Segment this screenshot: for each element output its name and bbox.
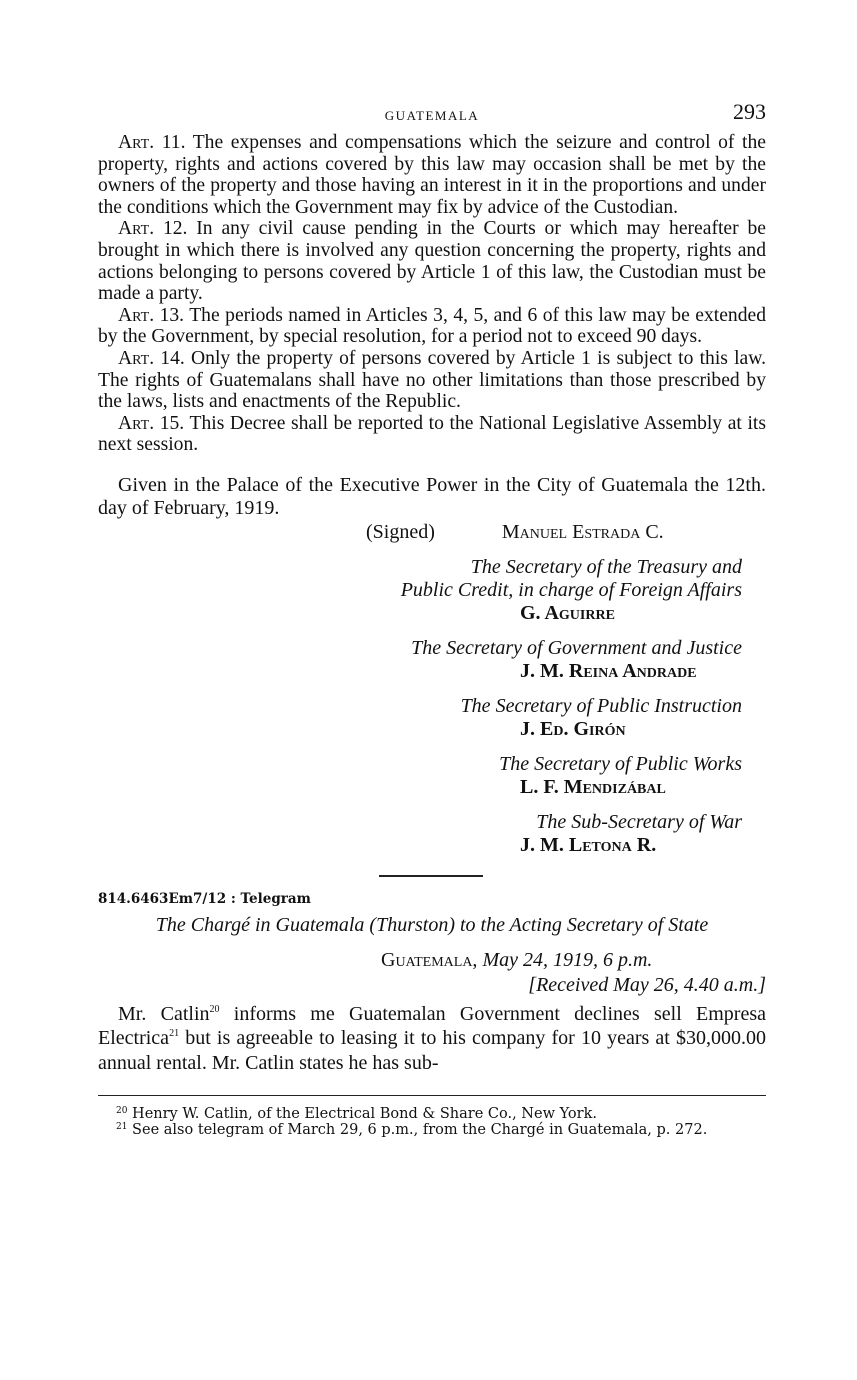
article-15 xyxy=(98,413,766,456)
article-text: In any civil cause pending in the Courts or which may hereafter be brought in which there is involved any question concerning the property, rights and actions belonging to persons covered by Article 1 of this law, the Custodian must be made a party. xyxy=(98,218,766,305)
received-text: [Received May 26, 4.40 a.m.] xyxy=(528,973,766,996)
dateline-date: May 24, 1919, 6 p.m. xyxy=(482,948,653,971)
telegram-body xyxy=(98,1002,766,1076)
footnote-text: See also telegram of March 29, 6 p.m., from the Chargé in Guatemala, p. 272. xyxy=(127,1122,708,1139)
treasury-title-2: Public Credit, in charge of Foreign Affairs xyxy=(400,578,742,601)
footnote-ref[interactable]: 21 xyxy=(169,1028,180,1040)
section-divider xyxy=(379,875,483,877)
works-name: L. F. Mendizábal xyxy=(520,775,666,798)
article-13 xyxy=(98,305,766,348)
works-title: The Secretary of Public Works xyxy=(499,752,742,775)
treasury-name: G. Aguirre xyxy=(520,601,615,624)
article-label: Art. 12. xyxy=(118,218,188,240)
article-text: Only the property of persons covered by Article 1 is subject to this law. The rights of Guatemalans shall have no other limitations than those prescribed by the laws, lists and enactments of the Republic. xyxy=(98,347,766,413)
dateline xyxy=(98,948,766,973)
article-label: Art. 13. xyxy=(118,304,185,326)
running-head: GUATEMALA xyxy=(384,108,480,123)
president-name: Manuel Estrada C. xyxy=(501,520,664,543)
instruction-title: The Secretary of Public Instruction xyxy=(460,694,742,717)
given-clause: Given in the Palace of the Executive Power in the City of Guatemala the 12th. day of February, 1919. xyxy=(98,473,766,519)
government-title: The Secretary of Government and Justice xyxy=(411,636,742,659)
footnote-number: 20 xyxy=(116,1106,128,1117)
telegram-text: informs me Guatemalan Government declines sell Empresa Electrica xyxy=(98,1002,766,1050)
article-label: Art. 14. xyxy=(118,347,185,369)
instruction-name: J. Ed. Girón xyxy=(520,717,626,740)
file-reference: 814.6463Em7/12 : Telegram xyxy=(98,890,311,907)
footnote-ref[interactable]: 20 xyxy=(209,1003,220,1015)
war-title: The Sub-Secretary of War xyxy=(536,810,742,833)
footnote-item xyxy=(98,1122,766,1138)
article-text: The periods named in Articles 3, 4, 5, and 6 of this law may be extended by the Government, by special resolution, for a period not to exceed 90 days. xyxy=(98,304,766,348)
signed-line xyxy=(98,521,766,544)
page-header xyxy=(98,96,766,132)
received-line xyxy=(98,973,766,998)
footnote-rule xyxy=(98,1095,766,1096)
document-page xyxy=(98,96,766,1138)
article-label: Art. 15. xyxy=(118,412,185,434)
signature-block xyxy=(98,521,766,857)
war-name: J. M. Letona R. xyxy=(520,833,657,856)
footnote-number: 21 xyxy=(116,1122,128,1133)
signed-label: (Signed) xyxy=(366,520,435,543)
article-12 xyxy=(98,218,766,304)
telegram-text: Mr. Catlin xyxy=(118,1002,210,1025)
dateline-place: Guatemala, xyxy=(381,948,478,971)
article-14 xyxy=(98,348,766,413)
article-text: This Decree shall be reported to the National Legislative Assembly at its next session. xyxy=(98,412,766,456)
article-11 xyxy=(98,132,766,218)
footnote-item xyxy=(98,1106,766,1122)
telegram-text: but is agreeable to leasing it to his company for 10 years at $30,000.00 annual rental. Mr. Catlin states he has sub- xyxy=(98,1027,766,1074)
article-label: Art. 11. xyxy=(118,132,186,153)
article-text: The expenses and compensations which the seizure and control of the property, rights and actions covered by this law may occasion shall be met by the owners of the property and those having an interest in it in the proportions and under the conditions which the Government may fix by advice of the Custodian. xyxy=(98,132,766,218)
footnote-text: Henry W. Catlin, of the Electrical Bond & Share Co., New York. xyxy=(127,1106,597,1123)
decree-articles xyxy=(98,132,766,456)
treasury-title-1: The Secretary of the Treasury and xyxy=(470,555,742,578)
page-number: 293 xyxy=(733,99,766,124)
telegram-title: The Chargé in Guatemala (Thurston) to the Acting Secretary of State xyxy=(155,913,709,936)
government-name: J. M. Reina Andrade xyxy=(520,659,697,682)
footnotes xyxy=(98,1106,766,1138)
